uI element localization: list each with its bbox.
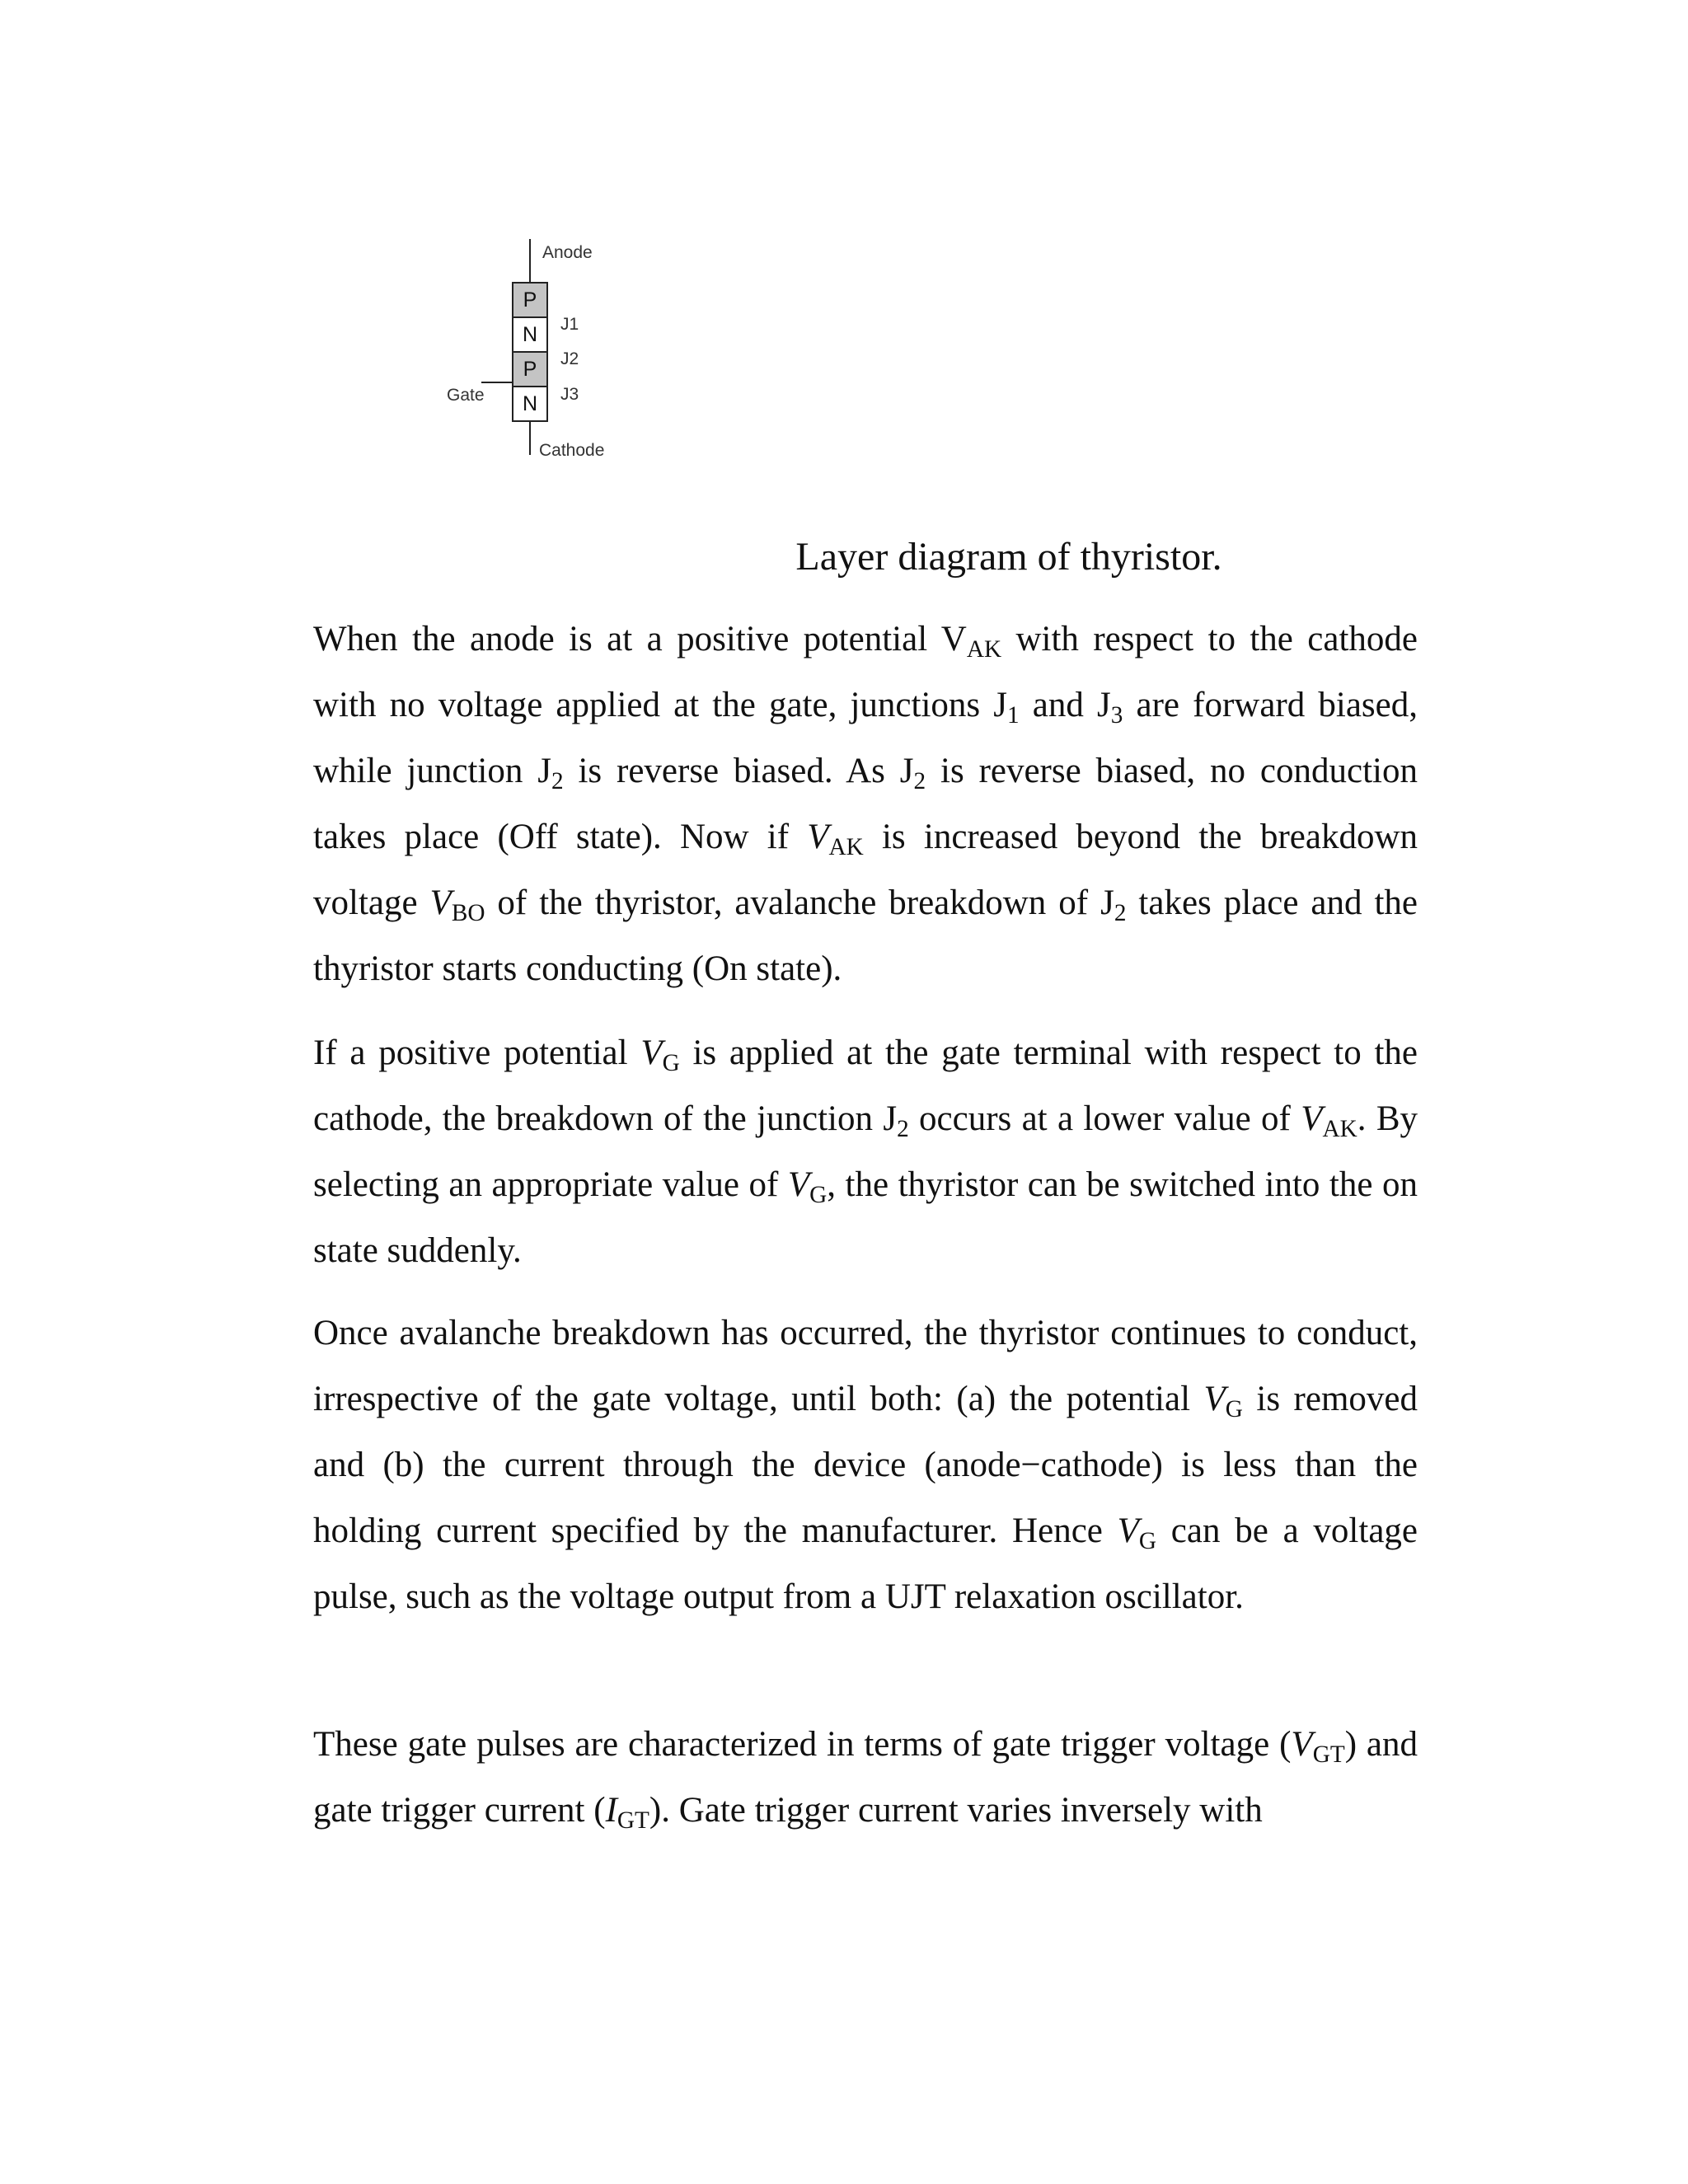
layer-n1: N <box>512 316 548 353</box>
gate-lead <box>481 382 513 383</box>
paragraph-3: Once avalanche breakdown has occurred, the thyristor continues to conduct, irrespective of the gate voltage, until both: (a) the potential $V_G$ is removed and (b) the current through the device (anode−cathode) is less than the holding current specified by the manufacturer. Hence $V_G$ can be a voltage pulse, such as the voltage output from a UJT relaxation oscillator. <box>313 1314 1418 1616</box>
junction-label-j1: J1 <box>560 315 579 334</box>
layer-n2: N <box>512 386 548 422</box>
anode-lead <box>529 239 531 282</box>
anode-label: Anode <box>542 243 593 262</box>
junction-label-j3: J3 <box>560 385 579 404</box>
layer-p2: P <box>512 351 548 387</box>
paragraph-2: If a positive potential $V_G$ is applied at the gate terminal with respect to the cathode, the breakdown of the junction $J_2$ occurs at a lower value of $V_{AK}$. By selecting an appropriate value of $V_G$, the thyristor can be switched into the on state suddenly. <box>313 1033 1418 1270</box>
cathode-label: Cathode <box>539 441 605 460</box>
paragraph-1: When the anode is at a positive potential $V_{AK}$ with respect to the cathode with no voltage applied at the gate, junctions $J_1$ and $J_3$ are forward biased, while junction $J_2$ is reverse biased. As $J_2$ is reverse biased, no conduction takes place (Off state). Now if $V_{AK}$ is increased beyond the breakdown voltage $V_{BO}$ of the thyristor, avalanche breakdown of $J_2$ takes place and the thyristor starts conducting (On state). <box>313 620 1418 988</box>
junction-label-j2: J2 <box>560 349 579 368</box>
figure-caption: Layer diagram of thyristor. <box>795 535 1222 579</box>
paragraph-4: These gate pulses are characterized in terms of gate trigger voltage $(V_{GT})$ and gate trigger current $(I_{GT})$. Gate trigger current varies inversely with <box>313 1725 1418 1835</box>
gate-label: Gate <box>447 386 485 405</box>
cathode-lead <box>529 422 531 455</box>
thyristor-layer-diagram <box>445 231 635 503</box>
layer-p1: P <box>512 282 548 318</box>
